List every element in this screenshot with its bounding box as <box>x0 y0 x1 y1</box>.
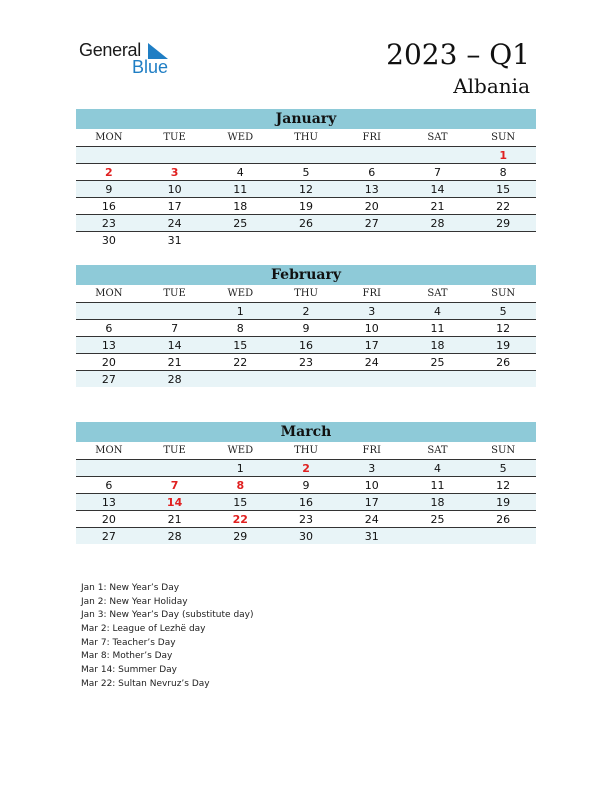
date-cell: 9 <box>302 479 310 492</box>
date-cell: 7 <box>171 322 179 335</box>
holiday-entry: Mar 14: Summer Day <box>81 665 178 676</box>
date-cell: 4 <box>236 166 244 179</box>
date-cell <box>405 147 471 163</box>
date-cell: 19 <box>496 496 511 509</box>
date-cell: 4 <box>433 305 441 318</box>
weekday-label: SAT <box>427 288 448 299</box>
date-cell: 10 <box>167 183 182 196</box>
weekday-label: TUE <box>163 132 186 143</box>
date-cell: 26 <box>496 356 511 369</box>
date-cell: 14 <box>167 339 182 352</box>
date-cell: 5 <box>499 305 507 318</box>
week-row <box>76 181 536 198</box>
week-row <box>76 303 536 320</box>
date-cell: 23 <box>299 513 314 526</box>
date-cell: 22 <box>233 356 248 369</box>
holiday-entry: Mar 8: Mother’s Day <box>81 651 173 662</box>
week-row <box>76 232 536 248</box>
weekday-label: TUE <box>163 445 186 456</box>
weekday-label: SUN <box>491 445 516 456</box>
week-row <box>76 337 536 354</box>
date-cell: 12 <box>299 183 314 196</box>
date-cell: 29 <box>233 530 248 543</box>
date-cell: 23 <box>299 356 314 369</box>
date-cell: 21 <box>167 513 182 526</box>
date-cell: 27 <box>101 373 116 386</box>
date-cell: 10 <box>364 479 379 492</box>
week-row <box>76 215 536 232</box>
date-cell: 28 <box>167 373 182 386</box>
country-name: Albania <box>453 74 530 98</box>
date-cell: 25 <box>430 513 445 526</box>
holiday-date-cell: 14 <box>166 496 183 509</box>
date-cell: 17 <box>364 339 379 352</box>
holiday-entry: Mar 22: Sultan Nevruz’s Day <box>81 678 210 689</box>
date-cell: 22 <box>496 200 511 213</box>
date-cell: 27 <box>364 217 379 230</box>
date-cell <box>207 147 273 163</box>
date-cell: 31 <box>167 234 182 247</box>
date-cell: 15 <box>496 183 511 196</box>
date-cell <box>142 303 208 319</box>
date-cell <box>339 147 405 163</box>
date-cell: 19 <box>299 200 314 213</box>
date-cell: 30 <box>101 234 116 247</box>
holiday-entry: Jan 3: New Year’s Day (substitute day) <box>81 610 254 621</box>
date-cell: 3 <box>368 462 376 475</box>
holiday-list <box>81 582 254 692</box>
date-cell: 15 <box>233 339 248 352</box>
holiday-entry: Mar 7: Teacher’s Day <box>81 637 176 648</box>
holiday-date-cell: 7 <box>170 479 179 492</box>
date-cell: 6 <box>105 479 113 492</box>
date-cell <box>142 460 208 476</box>
weekday-label: MON <box>95 288 123 299</box>
holiday-date-cell: 1 <box>499 149 507 162</box>
date-cell <box>207 232 273 248</box>
date-cell: 25 <box>233 217 248 230</box>
date-cell: 13 <box>364 183 379 196</box>
weekday-label: WED <box>227 445 254 456</box>
date-cell: 24 <box>167 217 182 230</box>
date-cell: 5 <box>499 462 507 475</box>
date-cell: 20 <box>364 200 379 213</box>
date-cell <box>470 371 536 387</box>
holiday-entry: Jan 1: New Year’s Day <box>81 583 180 593</box>
date-cell: 17 <box>167 200 182 213</box>
logo-word-general: General <box>79 40 141 60</box>
date-cell <box>76 460 142 476</box>
date-cell: 1 <box>236 462 244 475</box>
date-cell: 11 <box>430 322 445 335</box>
date-cell <box>339 371 405 387</box>
weekday-label: THU <box>294 445 318 456</box>
weekday-label: MON <box>95 445 123 456</box>
page-title: 2023 – Q1 <box>386 38 530 71</box>
holiday-entry: Mar 2: League of Lezhë day <box>81 624 206 635</box>
week-row <box>76 147 536 164</box>
date-cell: 5 <box>302 166 310 179</box>
month-header: February <box>76 265 536 285</box>
date-cell: 9 <box>105 183 113 196</box>
date-cell <box>207 371 273 387</box>
weekday-label: MON <box>95 132 123 143</box>
date-cell: 16 <box>299 339 314 352</box>
weekday-header-row <box>76 442 536 460</box>
date-cell: 27 <box>101 530 116 543</box>
month-header: January <box>76 109 536 129</box>
date-cell <box>76 303 142 319</box>
logo-word-blue: Blue <box>132 57 169 77</box>
date-cell: 8 <box>236 322 244 335</box>
week-row <box>76 477 536 494</box>
date-cell: 14 <box>430 183 445 196</box>
month-header: March <box>76 422 536 442</box>
date-cell: 15 <box>233 496 248 509</box>
holiday-date-cell: 8 <box>236 479 245 492</box>
week-row <box>76 460 536 477</box>
month-january <box>76 109 536 248</box>
date-cell: 21 <box>430 200 445 213</box>
date-cell: 21 <box>167 356 182 369</box>
week-row <box>76 528 536 544</box>
date-cell: 17 <box>364 496 379 509</box>
date-cell: 31 <box>364 530 379 543</box>
date-cell: 25 <box>430 356 445 369</box>
date-cell <box>273 232 339 248</box>
date-cell: 26 <box>299 217 314 230</box>
date-cell: 24 <box>364 356 379 369</box>
holiday-entry: Jan 2: New Year Holiday <box>81 596 188 607</box>
date-cell: 6 <box>368 166 376 179</box>
weekday-label: THU <box>294 288 318 299</box>
date-cell: 13 <box>101 496 116 509</box>
date-cell <box>405 232 471 248</box>
date-cell: 18 <box>233 200 248 213</box>
date-cell: 1 <box>236 305 244 318</box>
holiday-date-cell: 2 <box>105 166 113 179</box>
weekday-label: FRI <box>362 132 381 143</box>
weekday-label: FRI <box>362 288 381 299</box>
week-row <box>76 494 536 511</box>
week-row <box>76 371 536 387</box>
weekday-label: SUN <box>491 288 516 299</box>
date-cell: 19 <box>496 339 511 352</box>
date-cell: 4 <box>433 462 441 475</box>
date-cell: 28 <box>167 530 182 543</box>
date-cell: 18 <box>430 496 445 509</box>
month-march <box>76 422 536 544</box>
weekday-header-row <box>76 129 536 147</box>
weekday-label: WED <box>227 288 254 299</box>
date-cell <box>76 147 142 163</box>
month-february <box>76 265 536 387</box>
date-cell: 18 <box>430 339 445 352</box>
date-cell: 16 <box>299 496 314 509</box>
date-cell <box>339 232 405 248</box>
date-cell: 2 <box>302 305 310 318</box>
date-cell: 26 <box>496 513 511 526</box>
weekday-label: FRI <box>362 445 381 456</box>
date-cell: 7 <box>433 166 441 179</box>
date-cell: 29 <box>496 217 511 230</box>
date-cell <box>273 147 339 163</box>
date-cell: 9 <box>302 322 310 335</box>
date-cell: 11 <box>430 479 445 492</box>
date-cell <box>405 371 471 387</box>
date-cell: 10 <box>364 322 379 335</box>
weekday-label: SAT <box>427 132 448 143</box>
date-cell: 3 <box>368 305 376 318</box>
weekday-label: SAT <box>427 445 448 456</box>
weekday-header-row <box>76 285 536 303</box>
week-row <box>76 320 536 337</box>
weekday-label: WED <box>227 132 254 143</box>
holiday-date-cell: 22 <box>232 513 248 526</box>
date-cell: 24 <box>364 513 379 526</box>
generalblue-logo <box>79 40 179 80</box>
week-row <box>76 354 536 371</box>
date-cell: 20 <box>101 513 116 526</box>
weekday-label: THU <box>294 132 318 143</box>
date-cell: 6 <box>105 322 113 335</box>
date-cell <box>470 232 536 248</box>
date-cell: 12 <box>496 322 511 335</box>
date-cell <box>273 371 339 387</box>
date-cell: 16 <box>101 200 116 213</box>
weekday-label: SUN <box>491 132 516 143</box>
week-row <box>76 511 536 528</box>
date-cell <box>470 528 536 544</box>
date-cell: 12 <box>496 479 511 492</box>
week-row <box>76 164 536 181</box>
date-cell <box>142 147 208 163</box>
week-row <box>76 198 536 215</box>
weekday-label: TUE <box>163 288 186 299</box>
date-cell: 23 <box>101 217 116 230</box>
holiday-date-cell: 3 <box>170 166 179 179</box>
date-cell <box>405 528 471 544</box>
date-cell: 28 <box>430 217 445 230</box>
date-cell: 13 <box>101 339 116 352</box>
date-cell: 30 <box>299 530 314 543</box>
holiday-date-cell: 2 <box>302 462 310 475</box>
date-cell: 20 <box>101 356 116 369</box>
date-cell: 11 <box>233 183 248 196</box>
date-cell: 8 <box>499 166 507 179</box>
